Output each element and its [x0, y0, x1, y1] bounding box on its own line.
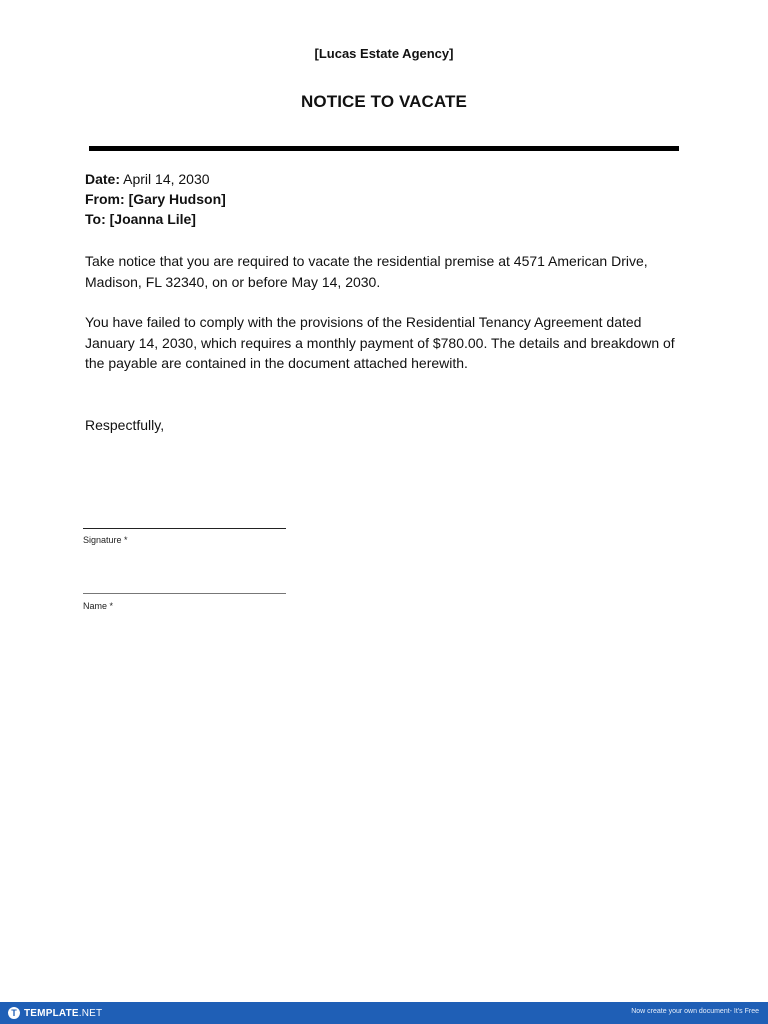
footer-bar: [0, 1002, 768, 1024]
date-value: April 14, 2030: [123, 171, 210, 187]
from-label: From:: [85, 191, 125, 207]
to-line: [85, 209, 196, 229]
signature-label: Signature *: [83, 535, 128, 545]
document-title: NOTICE TO VACATE: [301, 92, 467, 111]
breach-paragraph: You have failed to comply with the provisions of the Residential Tenancy Agreement dated January 14, 2030, which requires a monthly payment of $780.00. The details and breakdown of the payable are contained in the document attached herewith.: [85, 314, 675, 371]
template-logo-icon: T: [8, 1007, 20, 1019]
logo-bold-text: TEMPLATE: [24, 1007, 79, 1019]
to-label: To:: [85, 211, 106, 227]
company-name: [Lucas Estate Agency]: [314, 46, 454, 61]
signature-line[interactable]: [83, 528, 286, 529]
logo-suffix-text: .NET: [78, 1007, 103, 1019]
date-line: [85, 169, 210, 189]
to-value: [Joanna Lile]: [109, 211, 196, 227]
footer-cta-link[interactable]: Now create your own document- It's Free: [631, 1008, 759, 1015]
from-line: [85, 189, 226, 209]
name-line[interactable]: [83, 593, 286, 594]
from-value: [Gary Hudson]: [128, 191, 226, 207]
date-label: Date:: [85, 171, 121, 187]
template-net-logo[interactable]: [8, 1006, 102, 1020]
name-label: Name *: [83, 601, 114, 611]
closing-text: Respectfully,: [85, 417, 165, 433]
notice-paragraph: Take notice that you are required to vacate the residential premise at 4571 American Drive, Madison, FL 32340, on or before May 14, 2030.: [85, 253, 648, 290]
header-divider: [89, 146, 679, 151]
logo-wordmark: [24, 1008, 102, 1019]
